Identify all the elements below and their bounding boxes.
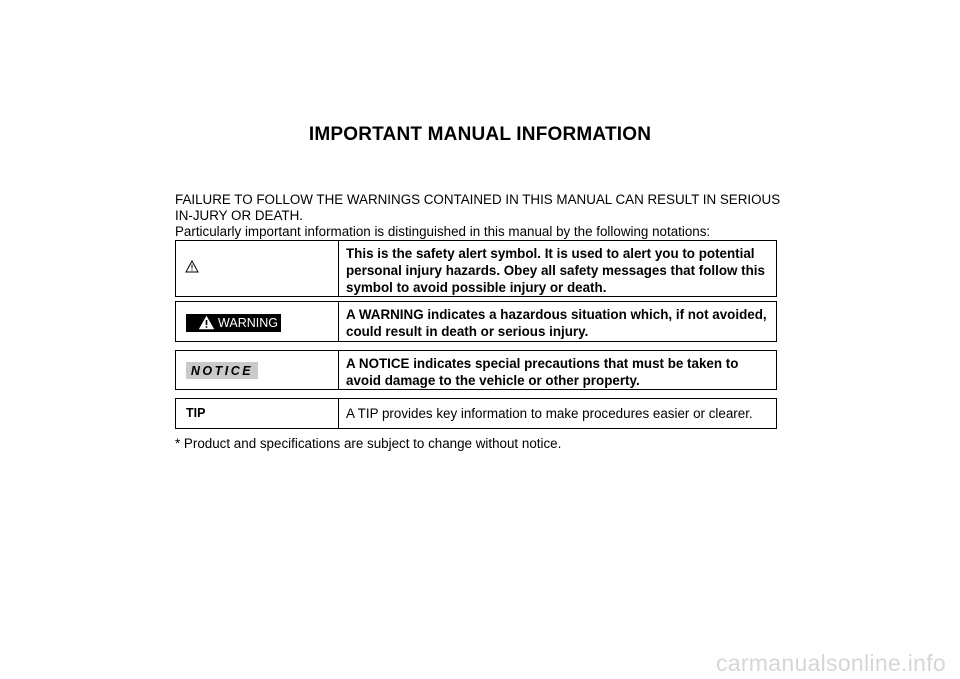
tip-box <box>175 398 777 429</box>
tip-description: A TIP provides key information to make procedures easier or clearer. <box>346 406 753 421</box>
warning-label-text: WARNING <box>218 316 278 330</box>
intro-notations-line: Particularly important information is distinguished in this manual by the following notations: <box>175 224 711 239</box>
notice-symbol-cell <box>176 351 339 389</box>
safety-alert-box <box>175 240 777 297</box>
safety-alert-symbol-cell <box>176 241 339 296</box>
warning-symbol-cell <box>176 302 339 341</box>
watermark: carmanualsonline.info <box>715 650 946 676</box>
notice-description: A NOTICE indicates special precautions that must be taken to avoid damage to the vehicle or other property. <box>346 356 739 388</box>
tip-symbol-cell <box>176 399 339 428</box>
footnote: * Product and specifications are subject to change without notice. <box>175 436 562 451</box>
tip-label: TIP <box>186 406 206 420</box>
warning-box <box>175 301 777 342</box>
warning-description: A WARNING indicates a hazardous situation which, if not avoided, could result in death or serious injury. <box>346 307 767 339</box>
warning-label <box>186 314 281 332</box>
page-title: IMPORTANT MANUAL INFORMATION <box>308 124 652 145</box>
safety-alert-icon <box>185 260 199 273</box>
warning-triangle-icon <box>198 315 215 330</box>
safety-alert-description: This is the safety alert symbol. It is used to alert you to potential personal injury hazards. Obey all safety messages that follow this symbol to avoid possible injury or death. <box>346 246 765 295</box>
intro-warning-line: FAILURE TO FOLLOW THE WARNINGS CONTAINED IN THIS MANUAL CAN RESULT IN SERIOUS IN-JURY OR DEATH. <box>175 192 781 223</box>
intro-text <box>175 192 785 240</box>
notice-label: NOTICE <box>186 362 258 379</box>
notice-box <box>175 350 777 390</box>
